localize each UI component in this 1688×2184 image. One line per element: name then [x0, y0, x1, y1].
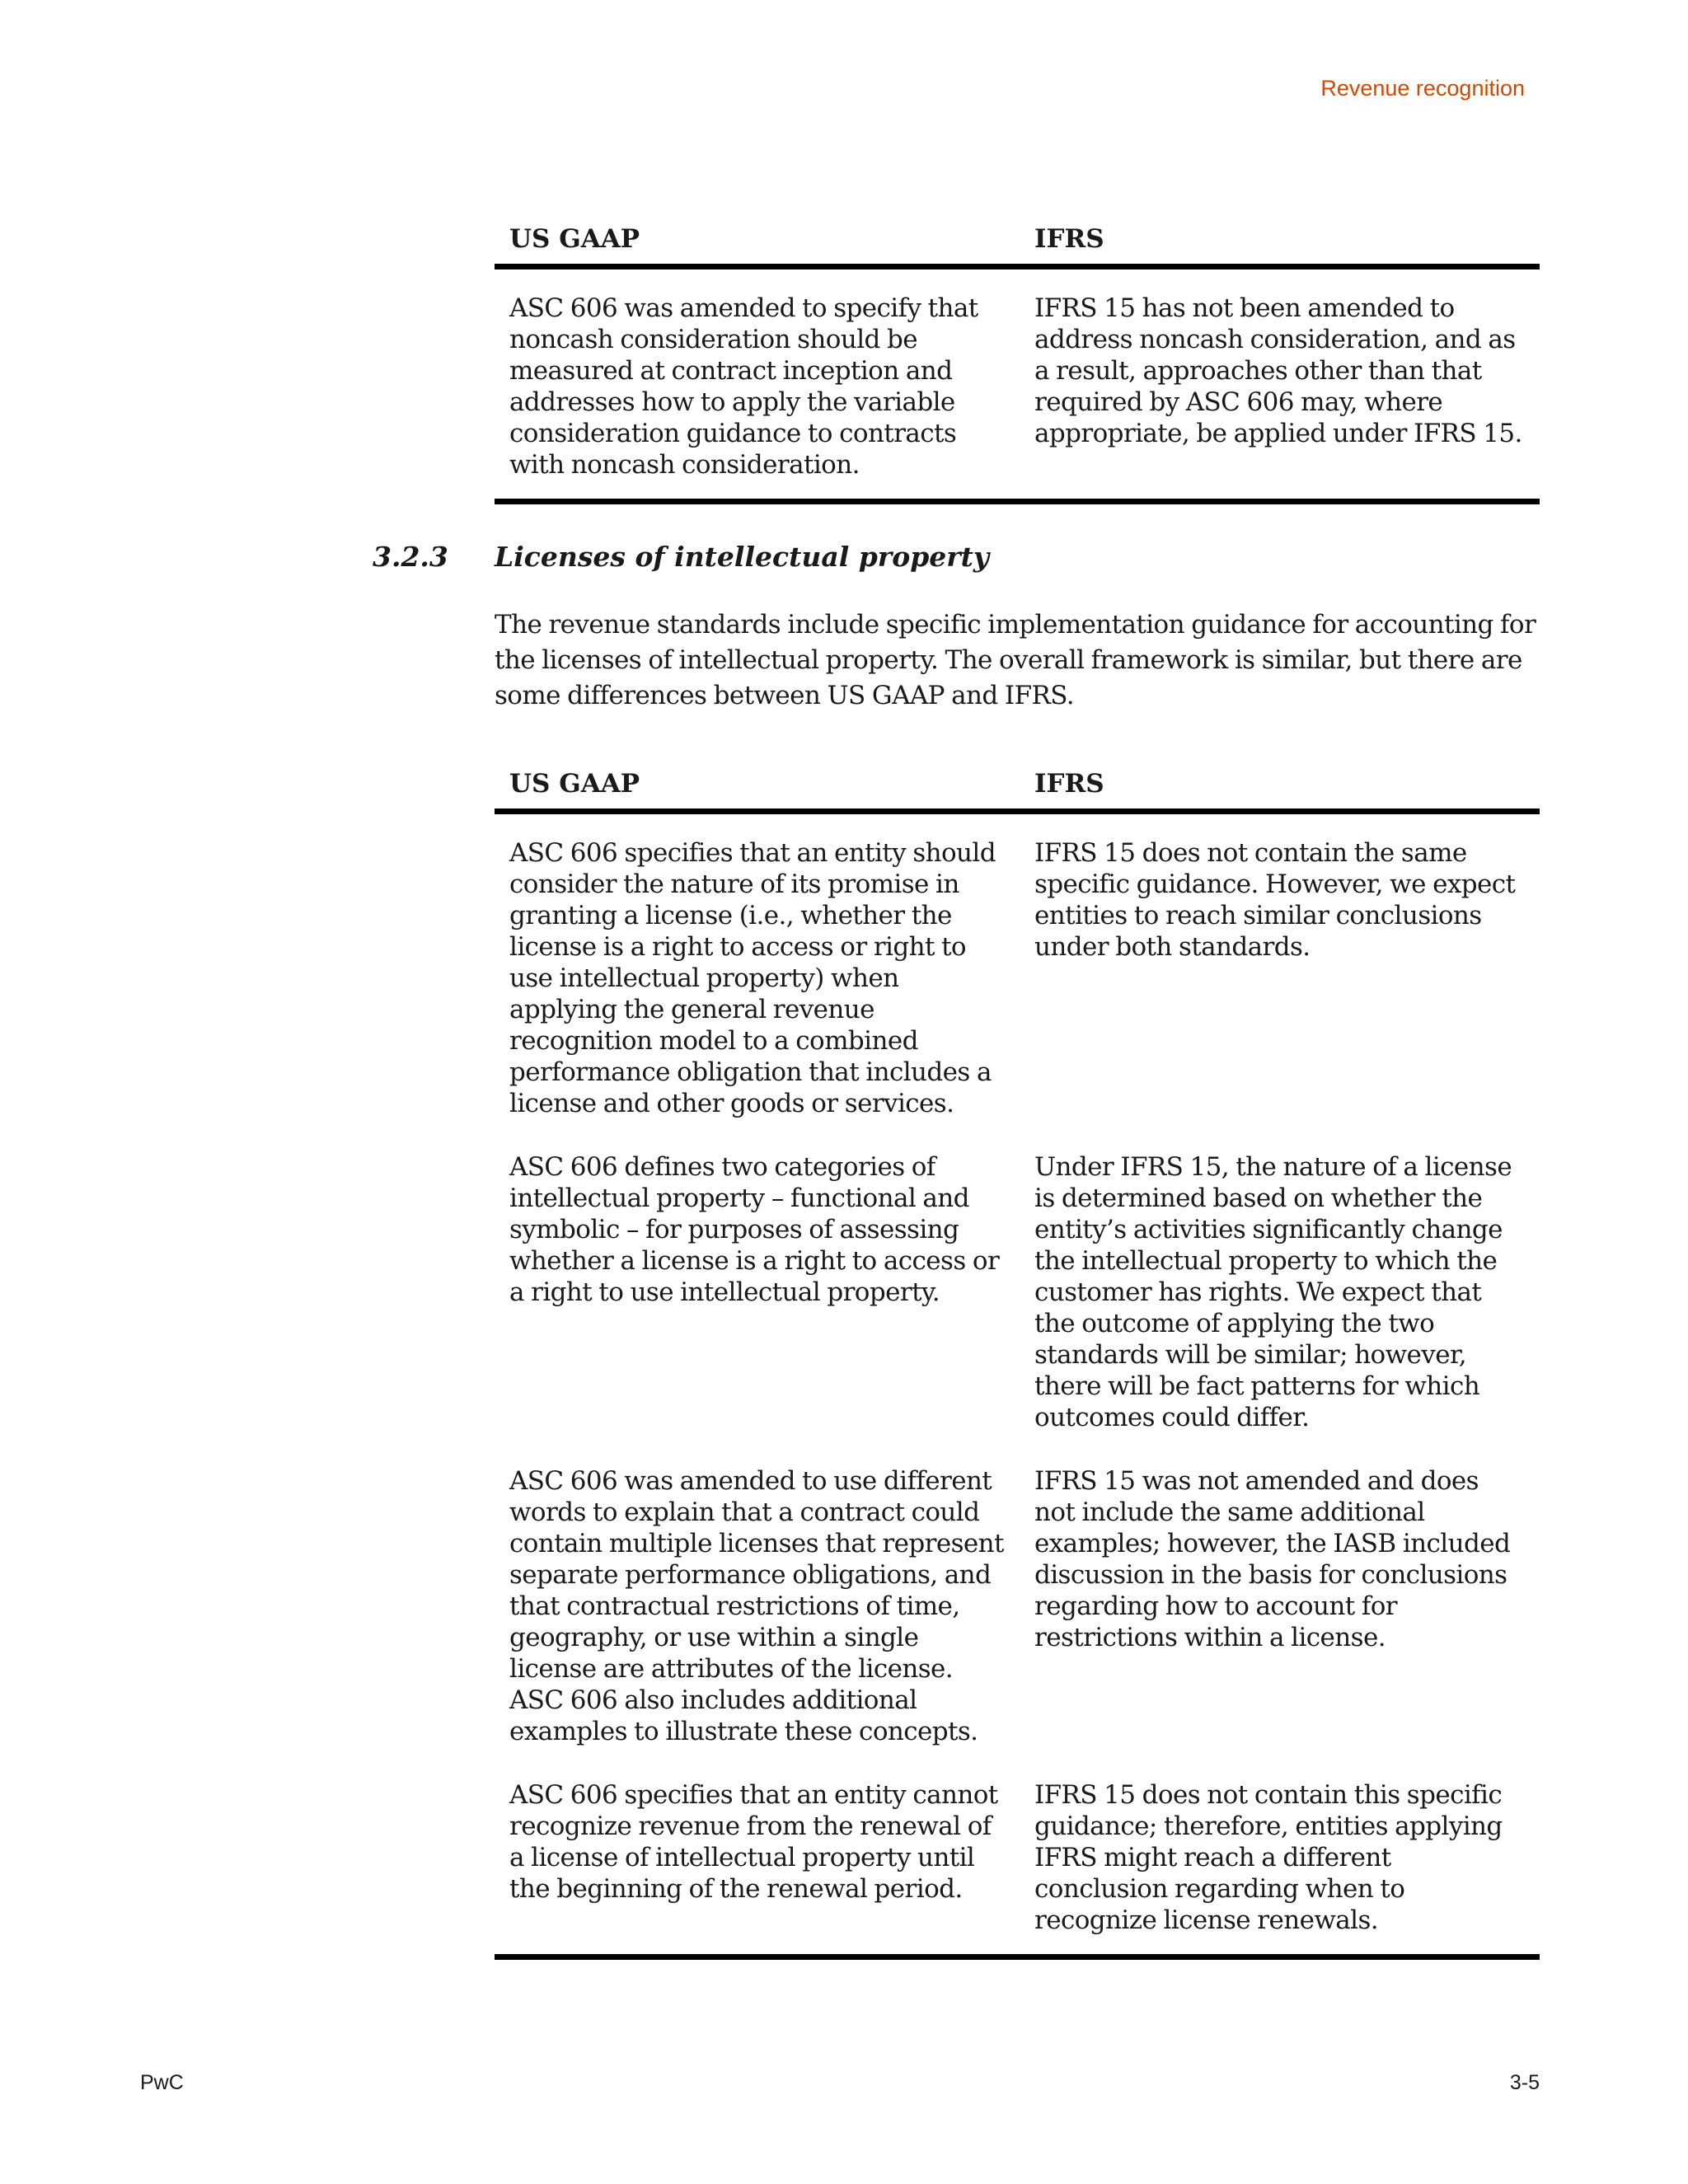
column-header-ifrs: IFRS [1020, 757, 1540, 812]
cell-ifrs: IFRS 15 was not amended and does not include the same additional examples; however, the IASB included discussion in the basis for conclusions regarding how to account for restrictions within a license. [1034, 1466, 1511, 1652]
table-bottom-rule [495, 1957, 1540, 1961]
section-intro-paragraph: The revenue standards include specific implementation guidance for accounting for the licenses of intellectual property. The overall framework is similar, but there are some differences between US GAAP and IFRS. [495, 610, 1536, 710]
column-header-us-gaap: US GAAP [495, 213, 1020, 267]
column-header-us-gaap: US GAAP [495, 757, 1020, 812]
column-header-ifrs: IFRS [1020, 213, 1540, 267]
table-header-row [495, 757, 1540, 812]
table-header-row [495, 213, 1540, 267]
section-number: 3.2.3 [373, 541, 448, 573]
running-header: Revenue recognition [1320, 76, 1525, 101]
cell-us-gaap: ASC 606 specifies that an entity cannot recognize revenue from the renewal of a license of intellectual property until the beginning of the renewal period. [509, 1780, 998, 1904]
cell-us-gaap: ASC 606 specifies that an entity should consider the nature of its promise in granting a license (i.e., whether the license is a right to access or right to use intellectual property) when applying the general revenue recognition model to a combined performance obligation that includes a license and other goods or services. [509, 838, 996, 1118]
table-row [495, 1465, 1540, 1779]
cell-us-gaap: ASC 606 was amended to use different words to explain that a contract could contain multiple licenses that represent separate performance obligations, and that contractual restrictions of time, geography, or use within a single license are attributes of the license. ASC 606 also includes additional examples to illustrate these concepts. [509, 1466, 1004, 1746]
table-row [495, 1779, 1540, 1957]
section-title: Licenses of intellectual property [495, 541, 990, 573]
table-noncash-consideration [495, 213, 1540, 504]
cell-ifrs: IFRS 15 has not been amended to address noncash consideration, and as a result, approaches other than that required by ASC 606 may, where appropriate, be applied under IFRS 15. [1034, 293, 1522, 448]
cell-us-gaap: ASC 606 was amended to specify that noncash consideration should be measured at contract inception and addresses how to apply the variable consideration guidance to contracts with noncash consideration. [509, 293, 978, 480]
table-row [495, 1151, 1540, 1465]
table-bottom-rule [495, 502, 1540, 505]
cell-ifrs: IFRS 15 does not contain the same specific guidance. However, we expect entities to reach similar conclusions under both standards. [1034, 838, 1516, 962]
comparison-table-noncash [495, 213, 1540, 504]
table-row [495, 812, 1540, 1152]
table-licenses-of-intellectual-property [495, 757, 1540, 1960]
cell-ifrs: IFRS 15 does not contain this specific guidance; therefore, entities applying IFRS might reach a different conclusion regarding when to recognize license renewals. [1034, 1780, 1503, 1935]
cell-ifrs: Under IFRS 15, the nature of a license is determined based on whether the entity’s activities significantly change the intellectual property to which the customer has rights. We expect that the outcome of applying the two standards will be similar; however, there will be fact patterns for which outcomes could differ. [1034, 1152, 1512, 1432]
table-row [495, 267, 1540, 502]
comparison-table-licenses [495, 757, 1540, 1960]
footer-page-number: 3-5 [1509, 2071, 1540, 2094]
footer-brand: PwC [140, 2071, 184, 2094]
cell-us-gaap: ASC 606 defines two categories of intellectual property – functional and symbolic – for purposes of assessing whether a license is a right to access or a right to use intellectual property. [509, 1152, 1000, 1307]
